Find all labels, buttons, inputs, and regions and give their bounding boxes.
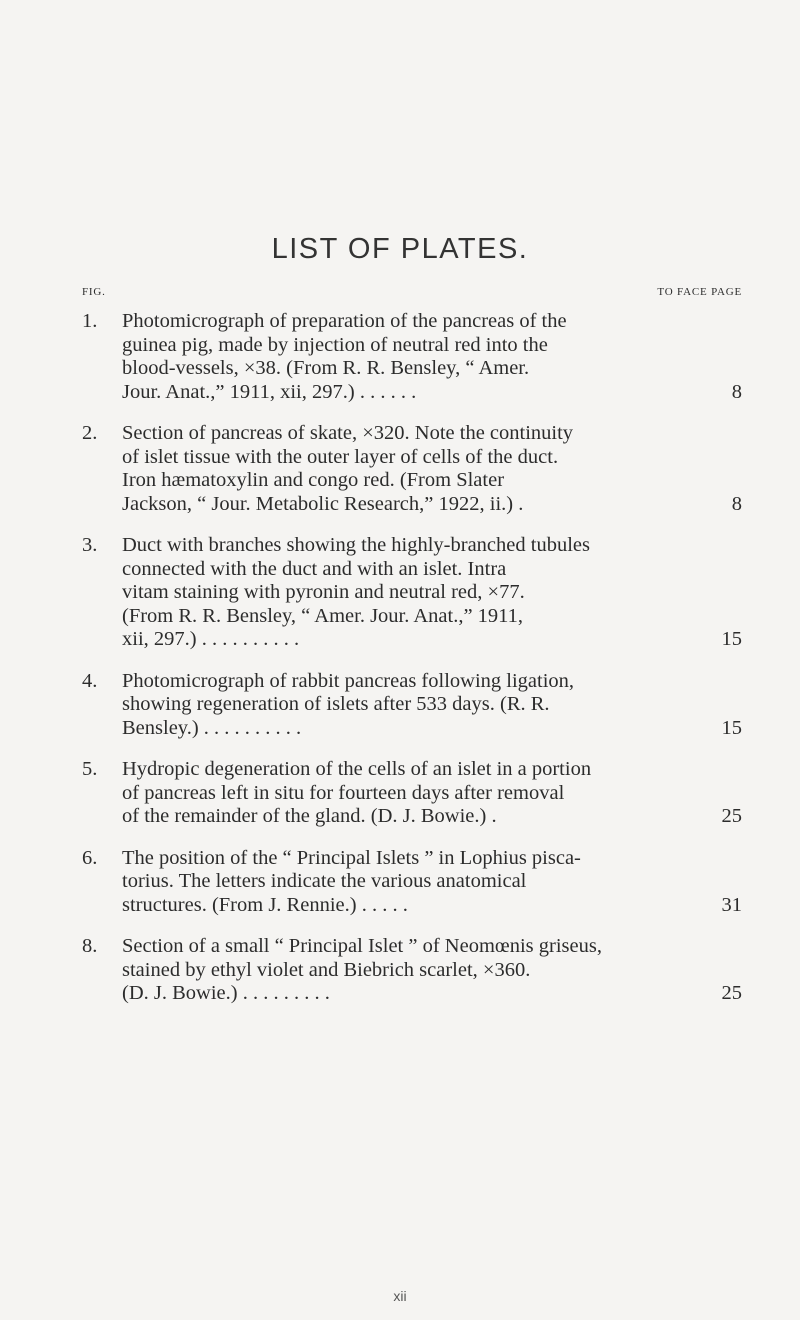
plate-entry bbox=[82, 935, 742, 1006]
plate-number: 5. bbox=[82, 758, 98, 780]
plate-number: 2. bbox=[82, 422, 98, 444]
plate-description: Section of a small “ Principal Islet ” of Neomœnis griseus, stained by ethyl violet and Biebrich scarlet, ×360. (D. J. Bowie.) . . . . . . . . . bbox=[122, 935, 602, 1004]
plate-number: 4. bbox=[82, 669, 98, 692]
plate-description: The position of the “ Principal Islets ” in Lophius pisca- torius. The letters indicate the various anatomical structures. (From J. Rennie.) . . . . . bbox=[122, 846, 581, 916]
plate-number: 6. bbox=[82, 846, 98, 869]
plate-entry bbox=[82, 310, 742, 404]
plate-description: Photomicrograph of preparation of the pancreas of the guinea pig, made by injection of neutral red into the blood-vessels, ×38. (From R. R. Bensley, “ Amer. Jour. Anat.,” 1911, xii, 297.) . . . . . . bbox=[122, 310, 567, 403]
plate-page: 31 bbox=[721, 893, 742, 916]
plates-list bbox=[82, 310, 742, 1024]
page-title: LIST OF PLATES. bbox=[271, 233, 529, 265]
fig-column-label: FIG. bbox=[82, 286, 106, 298]
plate-entry bbox=[82, 534, 742, 652]
page-number-footer: xii bbox=[393, 1288, 407, 1304]
plate-number: 8. bbox=[82, 935, 98, 957]
plate-page: 15 bbox=[721, 628, 742, 650]
plate-description: Section of pancreas of skate, ×320. Note the continuity of islet tissue with the outer layer of cells of the duct. Iron hæmatoxylin and congo red. (From Slater Jackson, “ Jour. Metabolic Research,” 1922, ii.) . bbox=[122, 422, 574, 515]
plate-entry bbox=[82, 758, 742, 829]
plate-number: 3. bbox=[82, 534, 98, 556]
plate-page: 8 bbox=[731, 380, 742, 403]
page-column-label: TO FACE PAGE bbox=[657, 286, 742, 298]
plate-entry bbox=[82, 422, 742, 516]
plate-description: Photomicrograph of rabbit pancreas following ligation, showing regeneration of islets after 533 days. (R. R. Bensley.) . . . . . . . . . . bbox=[122, 669, 575, 739]
plate-page: 25 bbox=[721, 805, 742, 827]
plate-page: 25 bbox=[721, 982, 742, 1004]
plate-page: 15 bbox=[721, 716, 742, 739]
plate-entry bbox=[82, 670, 742, 741]
plate-description: Hydropic degeneration of the cells of an islet in a portion of pancreas left in situ for fourteen days after removal of the remainder of the gland. (D. J. Bowie.) . bbox=[122, 758, 592, 827]
plate-description: Duct with branches showing the highly-branched tubules connected with the duct and with an islet. Intra vitam staining with pyronin and neutral red, ×77. (From R. R. Bensley, “ Amer. Jour. Anat.,” 1911, xii, 297.) . . . . . . . . . . bbox=[122, 534, 590, 650]
plate-page: 8 bbox=[731, 492, 742, 515]
plate-entry bbox=[82, 847, 742, 918]
plate-number: 1. bbox=[82, 310, 98, 332]
